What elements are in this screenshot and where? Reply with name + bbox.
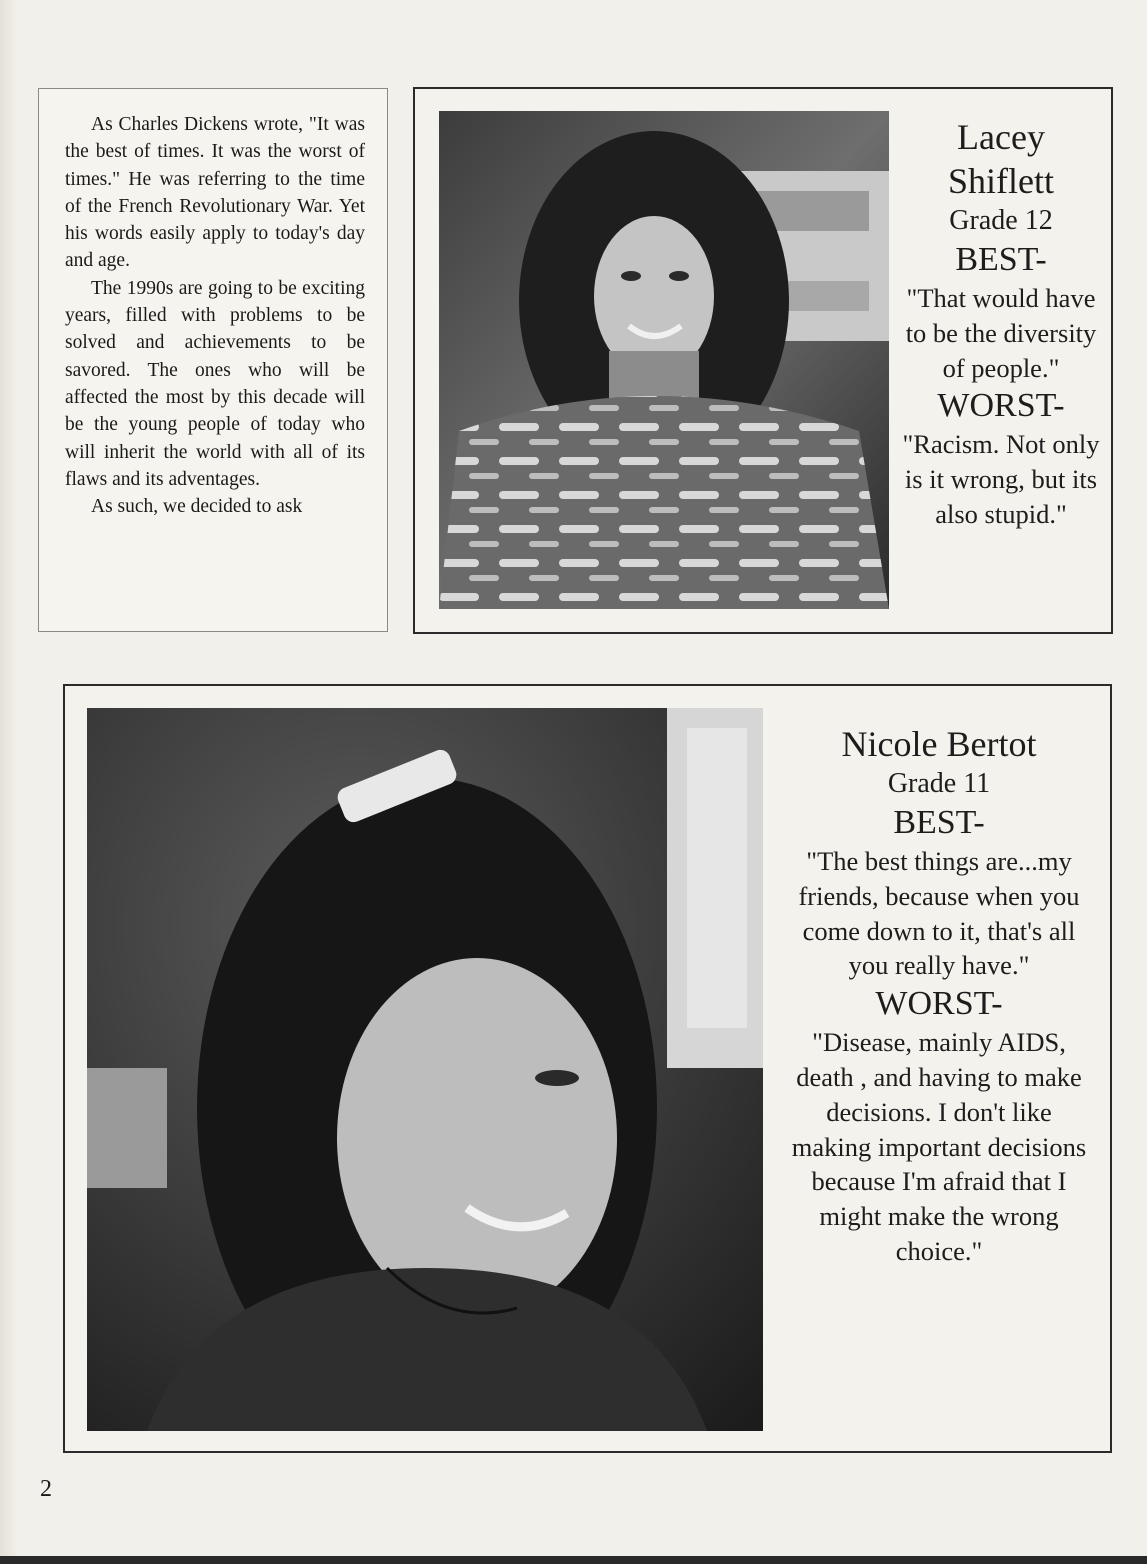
page-gutter [0, 0, 18, 1564]
page-number: 2 [40, 1476, 52, 1502]
worst-heading: WORST- [937, 387, 1065, 425]
portrait-photo-nicole [87, 708, 763, 1431]
best-quote: "That would have to be the diversity of people." [905, 283, 1097, 383]
page-bottom-edge [0, 1556, 1147, 1564]
portrait-image [439, 111, 889, 609]
student-name: Nicole Bertot [841, 724, 1037, 764]
intro-paragraph: As such, we decided to ask [91, 496, 303, 518]
worst-heading: WORST- [875, 985, 1003, 1023]
best-quote: "The best things are...my friends, because when you come down to it, that's all you really have." [798, 846, 1080, 981]
intro-paragraph: The 1990s are going to be exciting years, filled with problems to be solved and achievements to be savored. The ones who will be affected the most by this decade will be the young people of today who will inherit the world with all of its flaws and its adventages. [65, 277, 365, 490]
portrait-photo-lacey [439, 111, 889, 609]
student-name: Lacey Shiflett [948, 117, 1054, 201]
student-grade: Grade 12 [949, 205, 1053, 236]
intro-text [65, 111, 365, 520]
intro-text-box [38, 88, 388, 632]
portrait-image [87, 708, 763, 1431]
intro-paragraph: As Charles Dickens wrote, "It was the best of times. It was the worst of times." He was referring to the time of the French Revolutionary War. Yet his words easily apply to today's day and age. [65, 114, 365, 272]
best-heading: BEST- [955, 241, 1047, 278]
profile-text-nicole [789, 722, 1089, 1269]
profile-box-lacey [413, 87, 1113, 634]
worst-quote: "Racism. Not only is it wrong, but its also stupid." [902, 429, 1100, 529]
profile-text-lacey [901, 115, 1101, 532]
best-heading: BEST- [893, 804, 985, 841]
profile-box-nicole [63, 684, 1112, 1453]
student-grade: Grade 11 [887, 768, 991, 799]
worst-quote: "Disease, mainly AIDS, death , and having to make decisions. I don't like making important decisions because I'm afraid that I might make the wrong choice." [791, 1027, 1087, 1266]
